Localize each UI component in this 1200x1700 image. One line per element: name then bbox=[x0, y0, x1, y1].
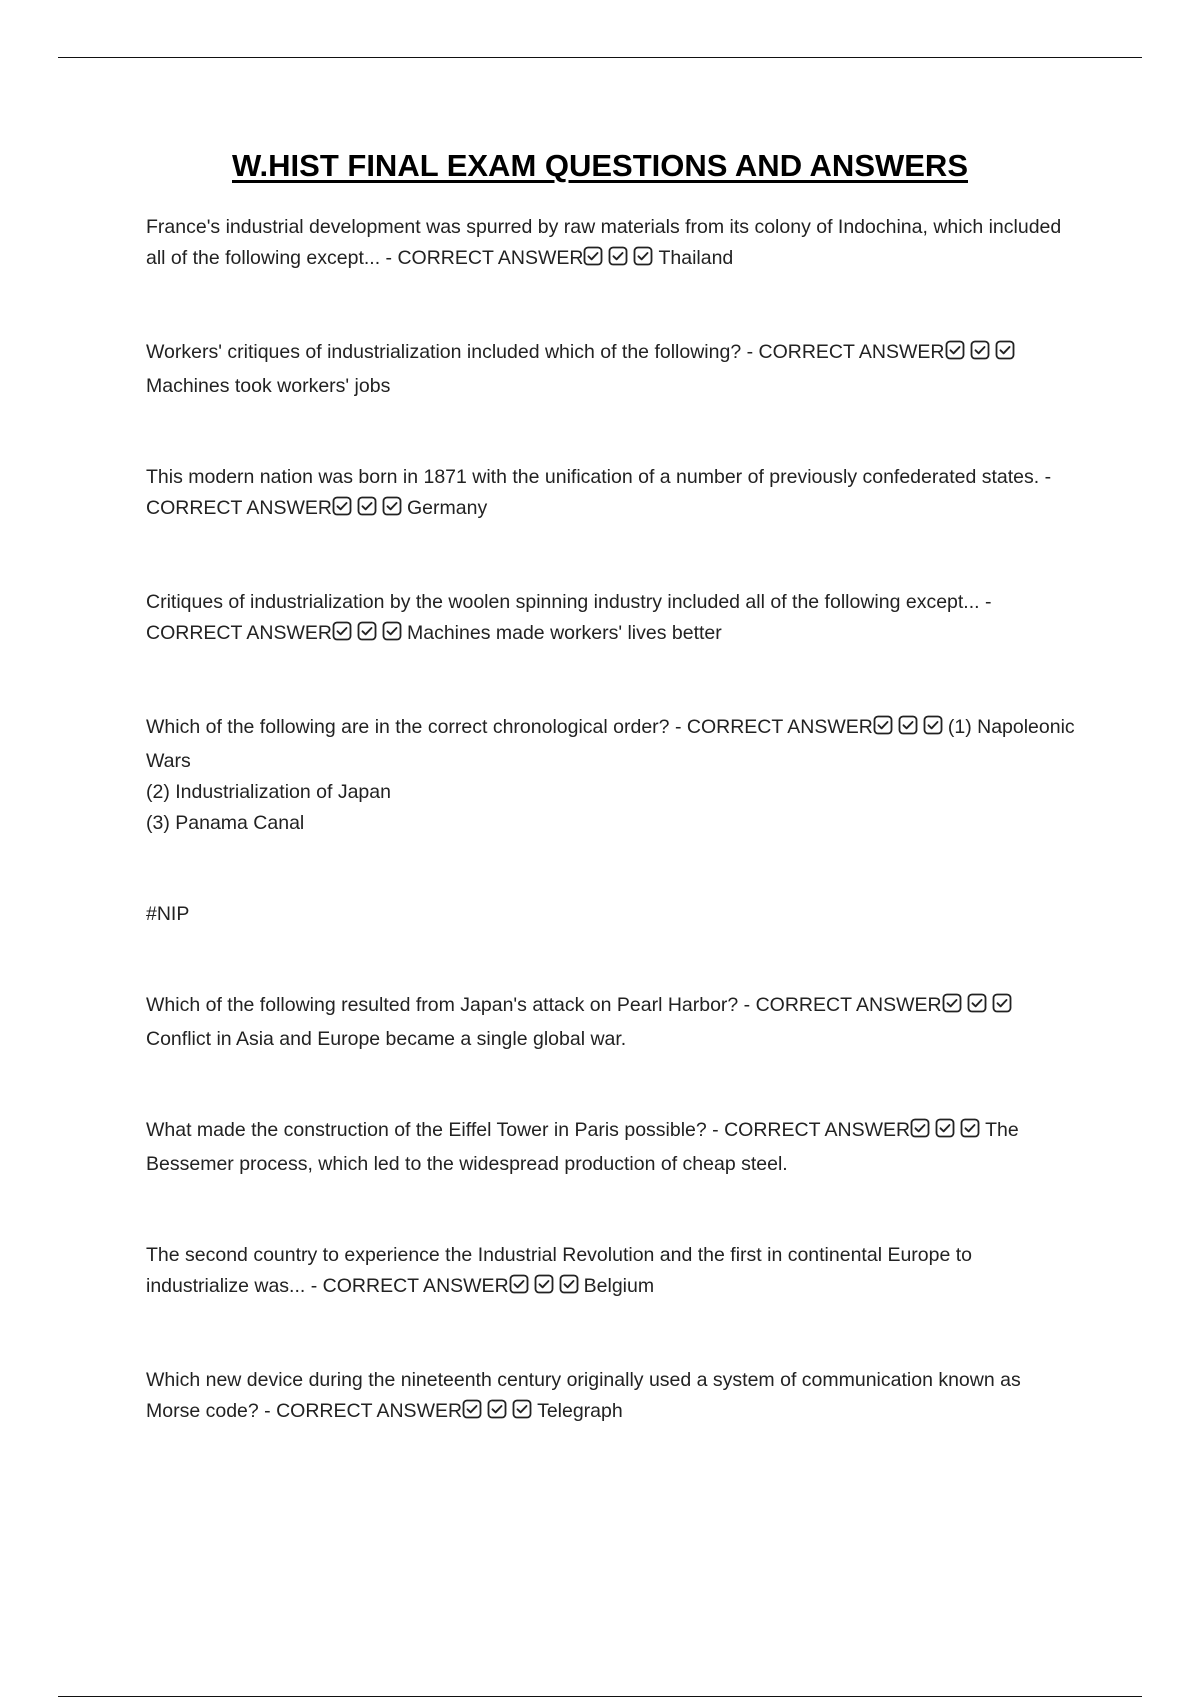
answer-text: Germany bbox=[407, 497, 488, 519]
checkbox-check-icon bbox=[992, 993, 1012, 1013]
checkbox-check-icon bbox=[923, 715, 943, 735]
answer-text: The Bessemer process, which led to the widespread production of cheap steel. bbox=[146, 1119, 1019, 1175]
checkbox-check-icon bbox=[559, 1274, 579, 1294]
qa-line bbox=[146, 212, 1076, 277]
qa-item bbox=[146, 587, 1076, 652]
answer-marker: - CORRECT ANSWER bbox=[741, 341, 945, 363]
question-text: This modern nation was born in 1871 with the unification of a number of previously confederated states. bbox=[146, 466, 1040, 488]
question-text: Which new device during the nineteenth century originally used a system of communication known as Morse code? bbox=[146, 1369, 1021, 1422]
checkbox-check-icon bbox=[357, 496, 377, 516]
checkbox-check-icon bbox=[970, 340, 990, 360]
checkbox-check-icon bbox=[608, 246, 628, 266]
qa-list bbox=[146, 212, 1076, 1490]
tag-text: #NIP bbox=[146, 903, 190, 925]
check-group bbox=[910, 1118, 985, 1149]
qa-item bbox=[146, 712, 1076, 839]
qa-line bbox=[146, 587, 1076, 652]
answer-marker: - CORRECT ANSWER bbox=[738, 994, 942, 1016]
answer-line: (3) Panama Canal bbox=[146, 812, 305, 834]
answer-text: (1) Napoleonic Wars bbox=[146, 716, 1075, 772]
qa-item bbox=[146, 337, 1076, 402]
qa-item bbox=[146, 1365, 1076, 1430]
checkbox-check-icon bbox=[583, 246, 603, 266]
answer-text: Machines took workers' jobs bbox=[146, 375, 391, 397]
top-rule bbox=[58, 57, 1142, 58]
checkbox-check-icon bbox=[332, 621, 352, 641]
question-text: Which of the following resulted from Japan's attack on Pearl Harbor? bbox=[146, 994, 739, 1016]
qa-item bbox=[146, 1240, 1076, 1305]
question-text: Critiques of industrialization by the woolen spinning industry included all of the following except... bbox=[146, 591, 980, 613]
checkbox-check-icon bbox=[534, 1274, 554, 1294]
answer-marker: - CORRECT ANSWER bbox=[305, 1275, 509, 1297]
qa-line bbox=[146, 1240, 1076, 1305]
checkbox-check-icon bbox=[487, 1399, 507, 1419]
checkbox-check-icon bbox=[332, 496, 352, 516]
checkbox-check-icon bbox=[995, 340, 1015, 360]
question-text: The second country to experience the Industrial Revolution and the first in continental Europe to industrialize was... bbox=[146, 1244, 972, 1297]
qa-line bbox=[146, 712, 1076, 777]
answer-marker: - CORRECT ANSWER bbox=[258, 1400, 463, 1422]
qa-line bbox=[146, 990, 1076, 1055]
answer-marker: - CORRECT ANSWER bbox=[146, 466, 1052, 519]
checkbox-check-icon bbox=[945, 340, 965, 360]
check-group bbox=[332, 496, 407, 527]
question-text: Workers' critiques of industrialization included which of the following? bbox=[146, 341, 742, 363]
checkbox-check-icon bbox=[942, 993, 962, 1013]
checkbox-check-icon bbox=[462, 1399, 482, 1419]
qa-item bbox=[146, 1115, 1076, 1180]
answer-text: Belgium bbox=[583, 1275, 655, 1297]
answer-marker: - CORRECT ANSWER bbox=[706, 1119, 911, 1141]
question-text: What made the construction of the Eiffel Tower in Paris possible? bbox=[146, 1119, 707, 1141]
checkbox-check-icon bbox=[935, 1118, 955, 1138]
answer-line: (2) Industrialization of Japan bbox=[146, 781, 391, 803]
answer-marker: - CORRECT ANSWER bbox=[380, 247, 584, 269]
answer-text: Thailand bbox=[658, 247, 734, 269]
qa-item bbox=[146, 990, 1076, 1055]
checkbox-check-icon bbox=[873, 715, 893, 735]
answer-text: Conflict in Asia and Europe became a single global war. bbox=[146, 1028, 627, 1050]
qa-item bbox=[146, 462, 1076, 527]
check-group bbox=[942, 993, 1017, 1024]
qa-item bbox=[146, 212, 1076, 277]
check-group bbox=[583, 246, 658, 277]
check-group bbox=[873, 715, 948, 746]
check-group bbox=[945, 340, 1020, 371]
qa-line bbox=[146, 462, 1076, 527]
checkbox-check-icon bbox=[382, 496, 402, 516]
answer-marker: - CORRECT ANSWER bbox=[146, 591, 992, 644]
checkbox-check-icon bbox=[633, 246, 653, 266]
checkbox-check-icon bbox=[357, 621, 377, 641]
answer-text: Telegraph bbox=[537, 1400, 623, 1422]
checkbox-check-icon bbox=[509, 1274, 529, 1294]
qa-line bbox=[146, 337, 1076, 402]
checkbox-check-icon bbox=[960, 1118, 980, 1138]
question-text: Which of the following are in the correct chronological order? bbox=[146, 716, 670, 738]
checkbox-check-icon bbox=[382, 621, 402, 641]
question-text: France's industrial development was spurred by raw materials from its colony of Indochina, which included all of the following except... bbox=[146, 216, 1062, 269]
bottom-rule bbox=[58, 1696, 1142, 1697]
answer-marker: - CORRECT ANSWER bbox=[669, 716, 873, 738]
checkbox-check-icon bbox=[898, 715, 918, 735]
check-group bbox=[332, 621, 407, 652]
check-group bbox=[509, 1274, 584, 1305]
answer-text: Machines made workers' lives better bbox=[407, 622, 722, 644]
qa-line bbox=[146, 1115, 1076, 1180]
checkbox-check-icon bbox=[512, 1399, 532, 1419]
qa-line bbox=[146, 1365, 1076, 1430]
page-title: W.HIST FINAL EXAM QUESTIONS AND ANSWERS bbox=[232, 148, 968, 183]
checkbox-check-icon bbox=[967, 993, 987, 1013]
check-group bbox=[462, 1399, 537, 1430]
checkbox-check-icon bbox=[910, 1118, 930, 1138]
